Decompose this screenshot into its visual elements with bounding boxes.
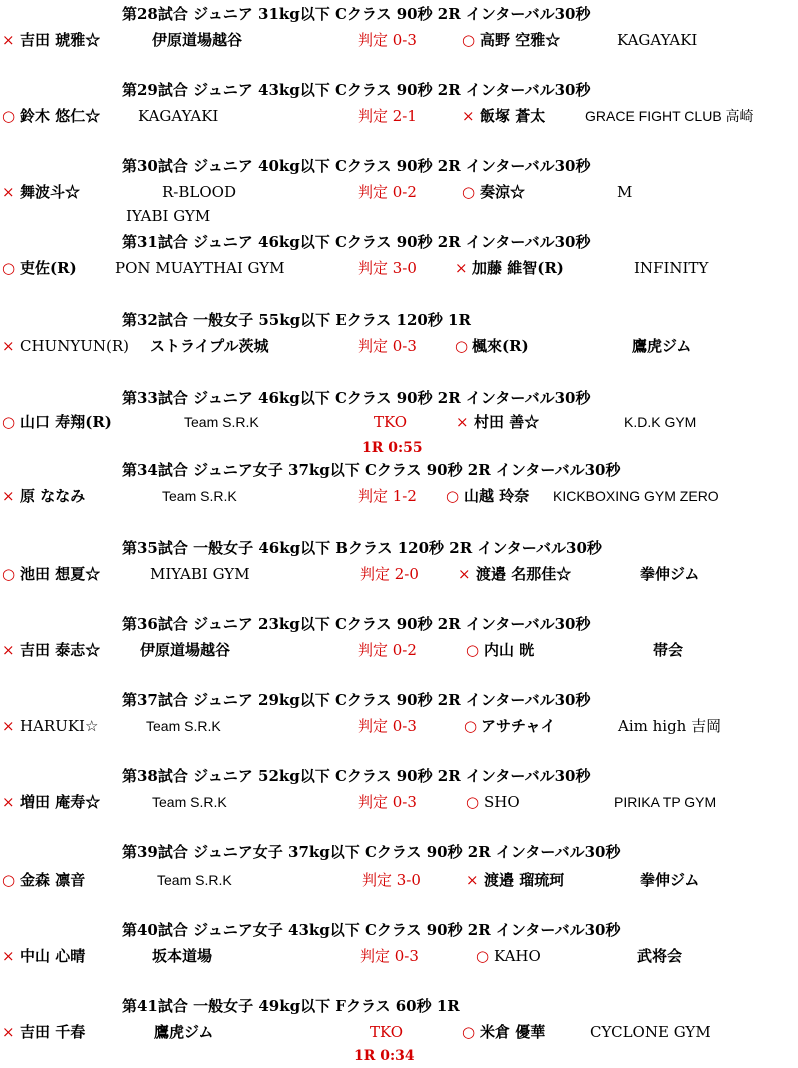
match-header: 第36試合 ジュニア 23kg以下 Cクラス 90秒 2R インターバル30秒 xyxy=(122,615,591,633)
right-fighter-gym: Aim high 吉岡 xyxy=(618,717,722,735)
right-fighter-name: 奏涼☆ xyxy=(480,183,526,201)
left-fighter-gym: KAGAYAKI xyxy=(138,107,219,125)
right-fighter-name: 加藤 維智(R) xyxy=(472,259,564,277)
left-fighter-name: 吉田 琥雅☆ xyxy=(20,31,101,49)
right-fighter-gym: CYCLONE GYM xyxy=(590,1023,711,1041)
left-fighter-gym: 伊原道場越谷 xyxy=(140,641,231,659)
loss-mark: × xyxy=(2,183,15,201)
right-fighter-name: 楓來(R) xyxy=(472,337,529,355)
match-result: 判定 0-3 xyxy=(358,31,417,49)
win-mark: ○ xyxy=(464,717,478,735)
loss-mark: × xyxy=(462,107,475,125)
right-fighter-gym: INFINITY xyxy=(634,259,709,277)
match-header: 第30試合 ジュニア 40kg以下 Cクラス 90秒 2R インターバル30秒 xyxy=(122,157,591,175)
right-fighter-gym: M xyxy=(617,183,633,201)
match-result: 判定 0-3 xyxy=(360,947,419,965)
match-result: 判定 3-0 xyxy=(362,871,421,889)
loss-mark: × xyxy=(466,871,479,889)
loss-mark: × xyxy=(2,487,15,505)
match-result: TKO xyxy=(374,413,408,431)
loss-mark: × xyxy=(2,793,15,811)
result-detail: 1R 0:55 xyxy=(362,440,423,456)
right-fighter-gym: KAGAYAKI xyxy=(617,31,698,49)
right-fighter-name: 高野 空雅☆ xyxy=(480,31,561,49)
left-fighter-gym: 鷹虎ジム xyxy=(154,1023,214,1041)
left-fighter-name: 山口 寿翔(R) xyxy=(20,413,112,431)
left-fighter-gym: 坂本道場 xyxy=(152,947,213,965)
left-fighter-gym: 伊原道場越谷 xyxy=(152,31,243,49)
match-result: 判定 0-3 xyxy=(358,793,417,811)
left-fighter-name: 舞波斗☆ xyxy=(20,183,81,201)
match-header: 第41試合 一般女子 49kg以下 Fクラス 60秒 1R xyxy=(122,997,460,1015)
match-header: 第29試合 ジュニア 43kg以下 Cクラス 90秒 2R インターバル30秒 xyxy=(122,81,591,99)
match-header: 第32試合 一般女子 55kg以下 Eクラス 120秒 1R xyxy=(122,311,471,329)
loss-mark: × xyxy=(2,337,15,355)
right-fighter-gym: GRACE FIGHT CLUB 高崎 xyxy=(585,108,754,124)
right-fighter-gym-continued: IYABI GYM xyxy=(126,207,211,225)
right-fighter-gym: KICKBOXING GYM ZERO xyxy=(553,488,719,504)
right-fighter-name: 渡邉 名那佳☆ xyxy=(476,565,572,583)
left-fighter-name: 増田 庵寿☆ xyxy=(20,793,101,811)
match-result: 判定 0-2 xyxy=(358,183,417,201)
match-header: 第35試合 一般女子 46kg以下 Bクラス 120秒 2R インターバル30秒 xyxy=(122,539,602,557)
left-fighter-name: 吏佐(R) xyxy=(20,259,77,277)
win-mark: ○ xyxy=(466,793,480,811)
left-fighter-name: 鈴木 悠仁☆ xyxy=(20,107,101,125)
loss-mark: × xyxy=(2,717,15,735)
right-fighter-name: 内山 晄 xyxy=(484,641,535,659)
right-fighter-gym: PIRIKA TP GYM xyxy=(614,794,717,810)
win-mark: ○ xyxy=(462,31,476,49)
match-header: 第33試合 ジュニア 46kg以下 Cクラス 90秒 2R インターバル30秒 xyxy=(122,389,591,407)
left-fighter-gym: Team S.R.K xyxy=(146,718,221,734)
win-mark: ○ xyxy=(2,871,16,889)
right-fighter-gym: 武将会 xyxy=(637,947,683,965)
left-fighter-name: CHUNYUN(R) xyxy=(20,337,129,355)
match-result: 判定 2-0 xyxy=(360,565,419,583)
match-result: 判定 0-2 xyxy=(358,641,417,659)
right-fighter-name: 渡邉 瑠琉珂 xyxy=(484,871,565,889)
win-mark: ○ xyxy=(2,565,16,583)
match-header: 第34試合 ジュニア女子 37kg以下 Cクラス 90秒 2R インターバル30秒 xyxy=(122,461,621,479)
match-result: 判定 0-3 xyxy=(358,717,417,735)
left-fighter-gym: MIYABI GYM xyxy=(150,565,250,583)
loss-mark: × xyxy=(2,1023,15,1041)
win-mark: ○ xyxy=(462,1023,476,1041)
match-header: 第38試合 ジュニア 52kg以下 Cクラス 90秒 2R インターバル30秒 xyxy=(122,767,591,785)
right-fighter-gym: 拳伸ジム xyxy=(640,565,700,583)
left-fighter-name: 中山 心晴 xyxy=(20,947,86,965)
match-result: TKO xyxy=(370,1023,404,1041)
right-fighter-name: 米倉 優華 xyxy=(480,1023,546,1041)
match-header: 第40試合 ジュニア女子 43kg以下 Cクラス 90秒 2R インターバル30秒 xyxy=(122,921,621,939)
win-mark: ○ xyxy=(455,337,469,355)
match-header: 第28試合 ジュニア 31kg以下 Cクラス 90秒 2R インターバル30秒 xyxy=(122,5,591,23)
win-mark: ○ xyxy=(476,947,490,965)
win-mark: ○ xyxy=(2,107,16,125)
left-fighter-name: 金森 凛音 xyxy=(20,871,86,889)
right-fighter-gym: 鷹虎ジム xyxy=(632,337,692,355)
right-fighter-name: 村田 善☆ xyxy=(474,413,540,431)
win-mark: ○ xyxy=(466,641,480,659)
left-fighter-gym: Team S.R.K xyxy=(152,794,227,810)
left-fighter-name: HARUKI☆ xyxy=(20,717,99,735)
match-result: 判定 1-2 xyxy=(358,487,417,505)
left-fighter-gym: Team S.R.K xyxy=(157,872,232,888)
right-fighter-name: アサチャイ xyxy=(481,717,556,735)
loss-mark: × xyxy=(2,947,15,965)
right-fighter-gym: 拳伸ジム xyxy=(640,871,700,889)
right-fighter-gym: 帯会 xyxy=(653,641,684,659)
right-fighter-gym: K.D.K GYM xyxy=(624,414,697,430)
left-fighter-name: 吉田 泰志☆ xyxy=(20,641,101,659)
match-result: 判定 3-0 xyxy=(358,259,417,277)
left-fighter-gym: PON MUAYTHAI GYM xyxy=(115,259,285,277)
match-header: 第31試合 ジュニア 46kg以下 Cクラス 90秒 2R インターバル30秒 xyxy=(122,233,591,251)
right-fighter-name: 山越 玲奈 xyxy=(464,487,530,505)
match-header: 第37試合 ジュニア 29kg以下 Cクラス 90秒 2R インターバル30秒 xyxy=(122,691,591,709)
win-mark: ○ xyxy=(2,259,16,277)
loss-mark: × xyxy=(455,259,468,277)
match-result: 判定 2-1 xyxy=(358,107,417,125)
right-fighter-name: 飯塚 蒼太 xyxy=(480,107,546,125)
loss-mark: × xyxy=(456,413,469,431)
match-result: 判定 0-3 xyxy=(358,337,417,355)
left-fighter-gym: Team S.R.K xyxy=(162,488,237,504)
win-mark: ○ xyxy=(446,487,460,505)
left-fighter-name: 吉田 千春 xyxy=(20,1023,86,1041)
loss-mark: × xyxy=(458,565,471,583)
left-fighter-name: 原 ななみ xyxy=(20,487,86,505)
left-fighter-gym: Team S.R.K xyxy=(184,414,259,430)
right-fighter-name: KAHO xyxy=(494,947,541,965)
result-detail: 1R 0:34 xyxy=(354,1048,415,1064)
left-fighter-name: 池田 想夏☆ xyxy=(20,565,101,583)
right-fighter-name: SHO xyxy=(484,793,520,811)
left-fighter-gym: R-BLOOD xyxy=(162,183,236,201)
match-header: 第39試合 ジュニア女子 37kg以下 Cクラス 90秒 2R インターバル30秒 xyxy=(122,843,621,861)
loss-mark: × xyxy=(2,641,15,659)
win-mark: ○ xyxy=(2,413,16,431)
loss-mark: × xyxy=(2,31,15,49)
win-mark: ○ xyxy=(462,183,476,201)
left-fighter-gym: ストライプル茨城 xyxy=(150,337,269,355)
